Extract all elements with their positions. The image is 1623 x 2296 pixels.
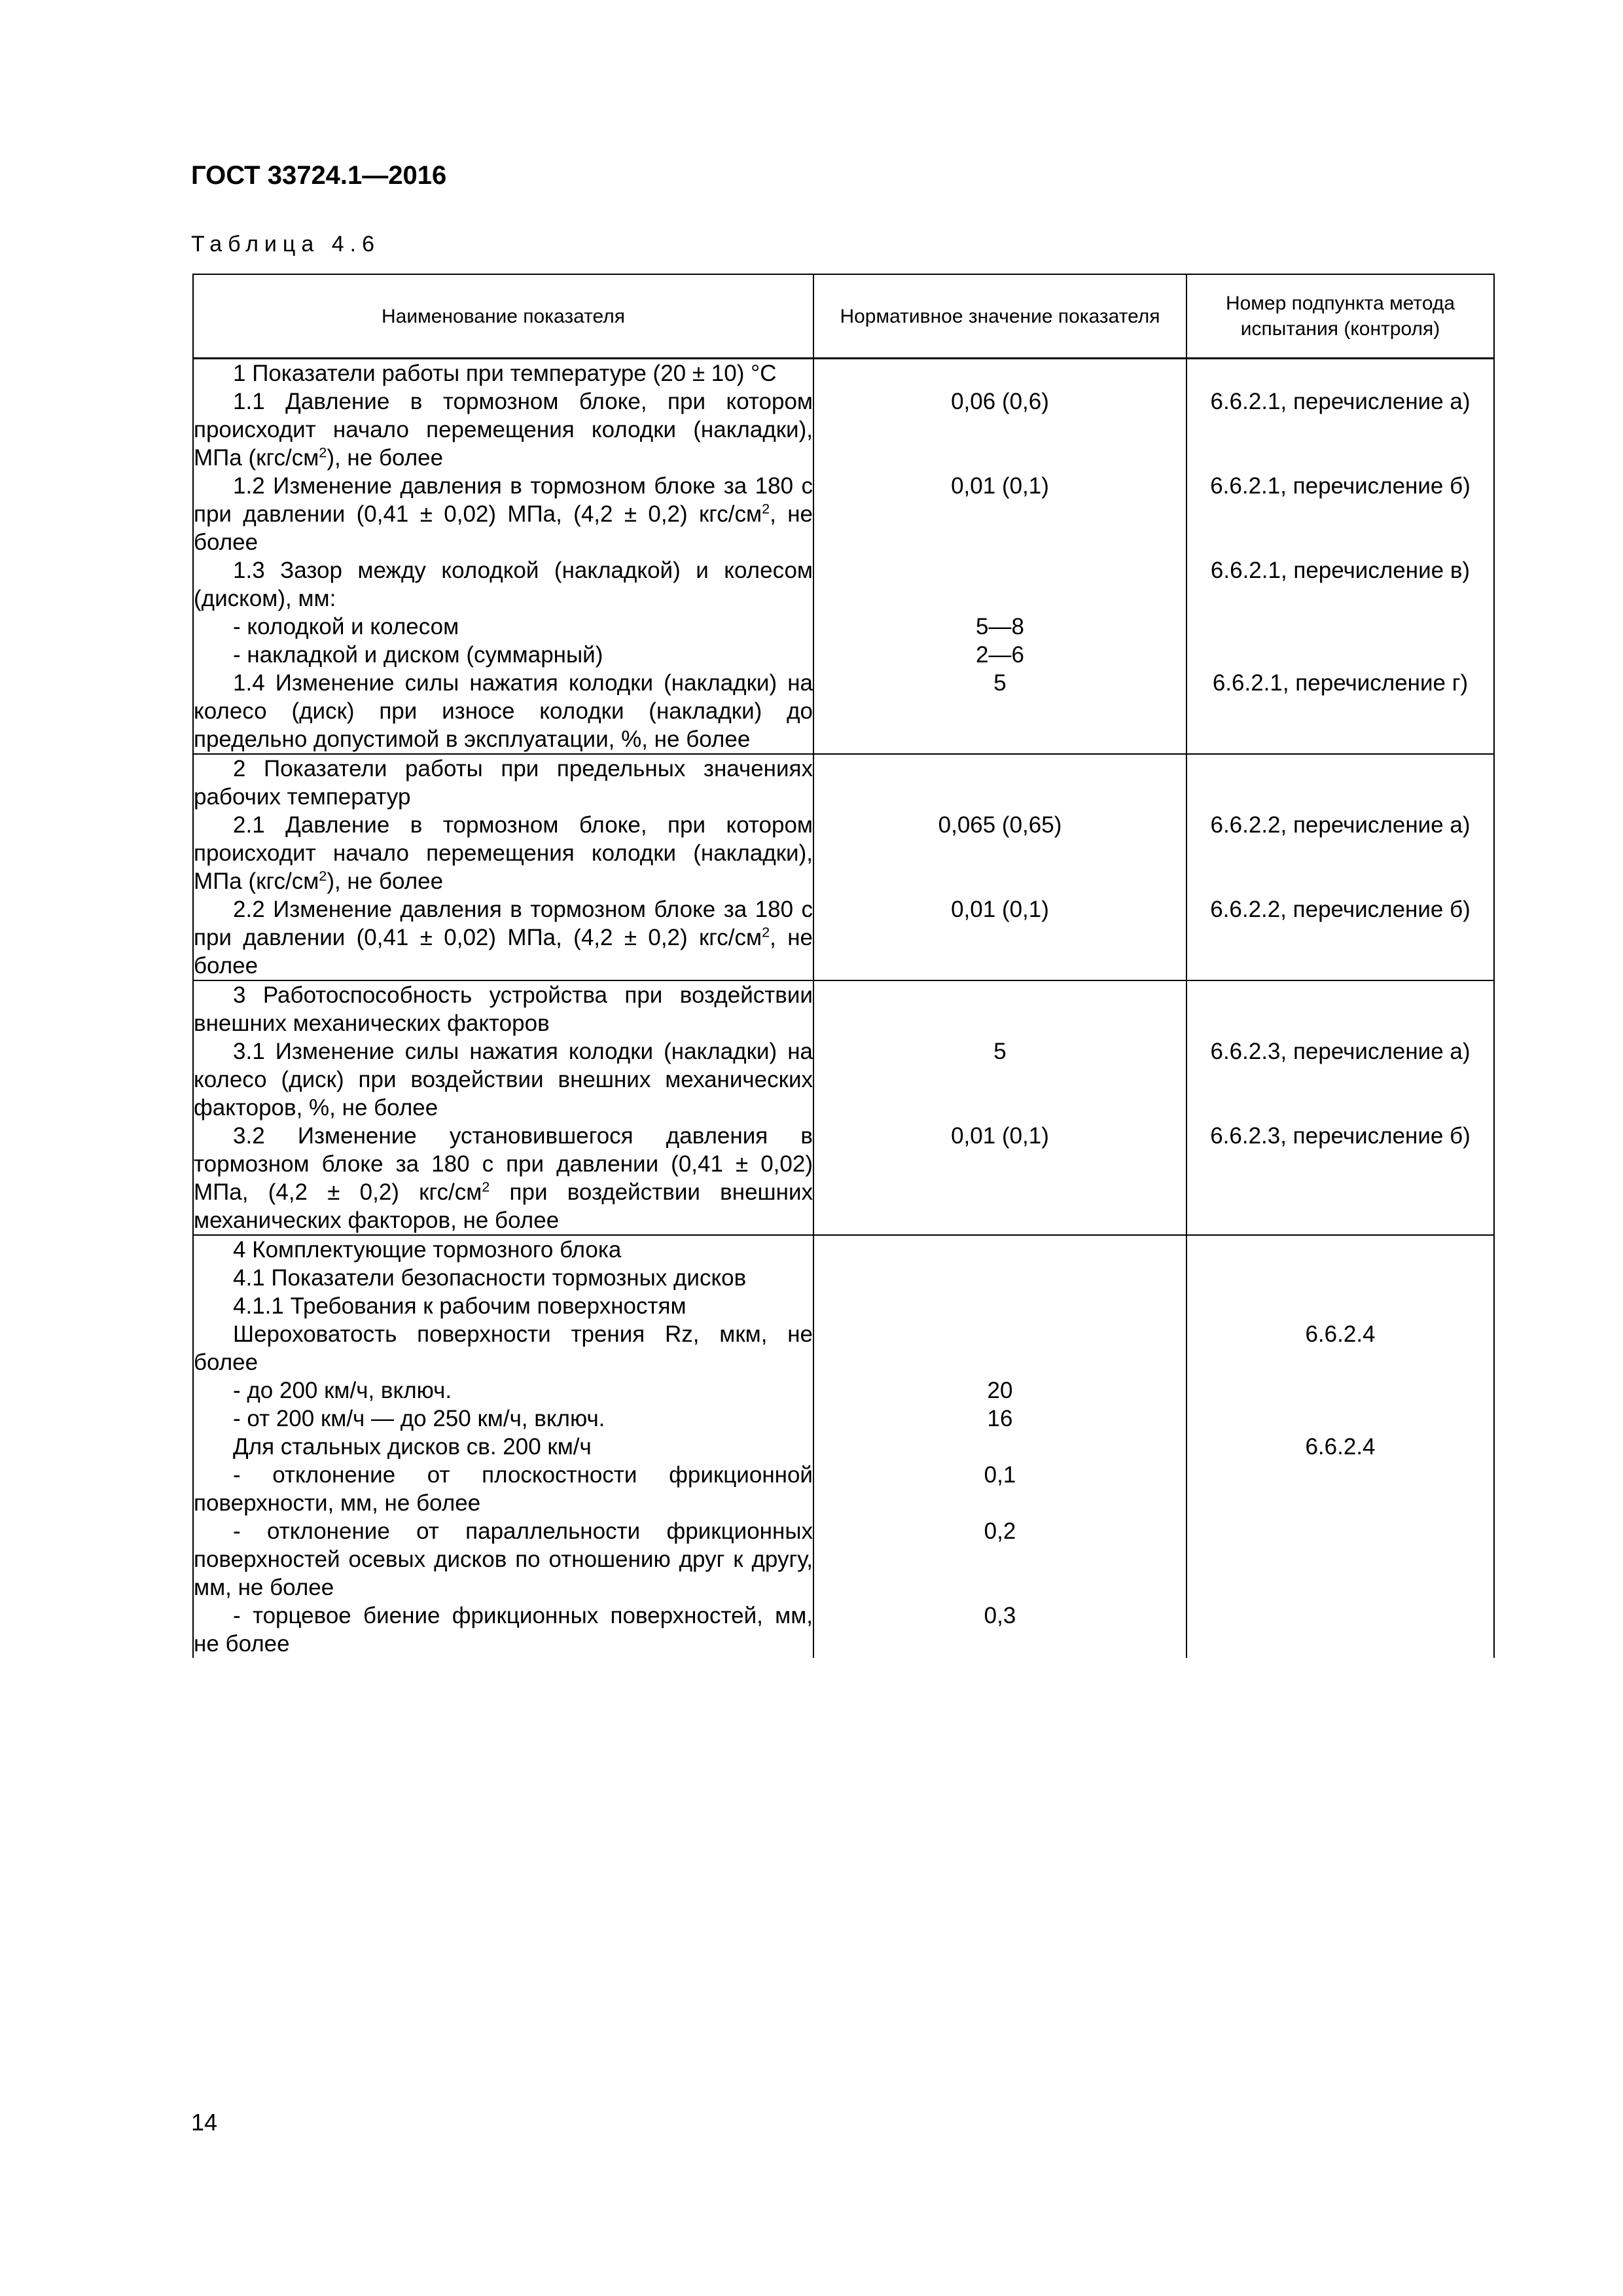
table-row xyxy=(193,472,1494,556)
test-method-ref: 6.6.2.3, перечисление б) xyxy=(1186,1122,1494,1235)
indicator-name xyxy=(194,811,813,895)
indicator-name: - отклонение от плоскостности фрикционной поверхности, мм, не более xyxy=(194,1462,813,1516)
indicator-name xyxy=(194,1122,813,1234)
indicator-name-cell xyxy=(193,1292,813,1320)
test-method-ref: 6.6.2.4 xyxy=(1186,1320,1494,1376)
superscript: 2 xyxy=(482,1178,490,1195)
test-method-ref xyxy=(1186,1264,1494,1292)
normative-value: 0,01 (0,1) xyxy=(813,895,1186,980)
table-row xyxy=(193,556,1494,613)
test-method-ref: 6.6.2.1, перечисление в) xyxy=(1186,556,1494,613)
table-row xyxy=(193,387,1494,472)
test-method-ref xyxy=(1186,1405,1494,1433)
page-number: 14 xyxy=(191,2109,218,2136)
indicator-name-cell xyxy=(193,1602,813,1658)
indicator-name-cell xyxy=(193,1037,813,1122)
indicator-name-cell xyxy=(193,641,813,669)
test-method-ref: 6.6.2.1, перечисление а) xyxy=(1186,387,1494,472)
indicator-name-cell xyxy=(193,669,813,754)
indicator-name: 2 Показатели работы при предельных значениях рабочих температур xyxy=(194,756,813,810)
table-row xyxy=(193,1433,1494,1461)
superscript: 2 xyxy=(762,924,770,941)
table-row xyxy=(193,754,1494,811)
normative-value: 0,065 (0,65) xyxy=(813,811,1186,895)
indicator-name-cell xyxy=(193,1264,813,1292)
superscript: 2 xyxy=(762,500,770,517)
table-row xyxy=(193,1461,1494,1517)
table-header-row xyxy=(193,274,1494,359)
table-row xyxy=(193,1292,1494,1320)
indicators-table xyxy=(192,274,1495,1658)
indicator-name xyxy=(194,387,813,472)
normative-value xyxy=(813,1235,1186,1264)
table-row xyxy=(193,1376,1494,1405)
indicator-name-cell xyxy=(193,613,813,641)
indicator-name: - от 200 км/ч — до 250 км/ч, включ. xyxy=(233,1406,605,1431)
indicator-name-cell xyxy=(193,387,813,472)
normative-value: 0,2 xyxy=(813,1517,1186,1602)
normative-value: 16 xyxy=(813,1405,1186,1433)
indicator-name: 4 Комплектующие тормозного блока xyxy=(233,1237,622,1263)
test-method-ref xyxy=(1186,613,1494,641)
test-method-ref: 6.6.2.4 xyxy=(1186,1433,1494,1461)
table-row xyxy=(193,1602,1494,1658)
test-method-ref xyxy=(1186,1376,1494,1405)
indicator-name-text: ), не более xyxy=(327,869,444,894)
test-method-ref xyxy=(1186,1602,1494,1658)
test-method-ref xyxy=(1186,641,1494,669)
indicator-name-cell xyxy=(193,1433,813,1461)
superscript: 2 xyxy=(319,867,327,884)
normative-value: 0,1 xyxy=(813,1461,1186,1517)
table-row xyxy=(193,980,1494,1037)
table-row xyxy=(193,1320,1494,1376)
table-row xyxy=(193,359,1494,388)
column-header-value: Нормативное значение показателя xyxy=(813,274,1186,359)
column-header-name: Наименование показателя xyxy=(193,274,813,359)
indicator-name-cell xyxy=(193,1376,813,1405)
indicator-name-text: , не более xyxy=(194,501,813,555)
test-method-ref: 6.6.2.2, перечисление б) xyxy=(1186,895,1494,980)
indicator-name: 3 Работоспособность устройства при воздействии внешних механических факторов xyxy=(194,982,813,1036)
table-row xyxy=(193,1037,1494,1122)
test-method-ref: 6.6.2.3, перечисление а) xyxy=(1186,1037,1494,1122)
indicator-name-cell xyxy=(193,556,813,613)
table-row xyxy=(193,1235,1494,1264)
indicator-name: - до 200 км/ч, включ. xyxy=(233,1378,452,1403)
indicator-name: 4.1 Показатели безопасности тормозных дисков xyxy=(233,1265,747,1291)
indicator-name-cell xyxy=(193,1122,813,1235)
normative-value: 5 xyxy=(813,1037,1186,1122)
table-row xyxy=(193,669,1494,754)
indicator-name-cell xyxy=(193,811,813,895)
indicator-name: 1 Показатели работы при температуре (20 ± 10) °С xyxy=(233,361,777,386)
indicator-name-text: ), не более xyxy=(327,445,444,471)
indicator-name-cell xyxy=(193,1461,813,1517)
table-row xyxy=(193,641,1494,669)
normative-value: 5 xyxy=(813,669,1186,754)
table-row xyxy=(193,1517,1494,1602)
indicator-name-cell xyxy=(193,1235,813,1264)
normative-value xyxy=(813,359,1186,388)
test-method-ref: 6.6.2.2, перечисление а) xyxy=(1186,811,1494,895)
table-row xyxy=(193,1264,1494,1292)
indicator-name-text: 2.1 Давление в тормозном блоке, при котором происходит начало перемещения колодки (накладки), МПа (кгс/см xyxy=(194,812,813,894)
indicator-name: - отклонение от параллельности фрикционных поверхностей осевых дисков по отношению друг к другу, мм, не более xyxy=(194,1518,813,1600)
indicator-name-cell xyxy=(193,754,813,811)
normative-value: 2—6 xyxy=(813,641,1186,669)
normative-value: 0,01 (0,1) xyxy=(813,472,1186,556)
indicator-name: 4.1.1 Требования к рабочим поверхностям xyxy=(233,1293,687,1319)
indicator-name-text: 1.1 Давление в тормозном блоке, при котором происходит начало перемещения колодки (накладки), МПа (кгс/см xyxy=(194,389,813,471)
column-header-method: Номер подпункта метода испытания (контроля) xyxy=(1186,274,1494,359)
indicator-name-text: 1.2 Изменение давления в тормозном блоке за 180 с при давлении (0,41 ± 0,02) МПа, (4,2 ± 0,2) кгс/см xyxy=(194,473,813,527)
indicator-name: - торцевое биение фрикционных поверхностей, мм, не более xyxy=(194,1603,813,1657)
indicator-name: Шероховатость поверхности трения Rz, мкм, не более xyxy=(194,1321,813,1375)
test-method-ref: 6.6.2.1, перечисление б) xyxy=(1186,472,1494,556)
indicator-name-text: , не более xyxy=(194,925,813,978)
indicator-name-text: при воздействии внешних механических факторов, не более xyxy=(194,1179,813,1233)
table-row xyxy=(193,811,1494,895)
indicator-name: 1.3 Зазор между колодкой (накладкой) и колесом (диском), мм: xyxy=(194,558,813,611)
document-title: ГОСТ 33724.1—2016 xyxy=(191,161,447,190)
indicator-name-cell xyxy=(193,895,813,980)
indicator-name xyxy=(194,472,813,556)
normative-value: 20 xyxy=(813,1376,1186,1405)
indicator-name-cell xyxy=(193,980,813,1037)
normative-value xyxy=(813,754,1186,811)
table-row xyxy=(193,1405,1494,1433)
indicator-name: Для стальных дисков св. 200 км/ч xyxy=(233,1434,592,1460)
normative-value xyxy=(813,1320,1186,1376)
normative-value: 0,3 xyxy=(813,1602,1186,1658)
indicator-name-cell xyxy=(193,472,813,556)
test-method-ref xyxy=(1186,1461,1494,1517)
test-method-ref xyxy=(1186,1517,1494,1602)
test-method-ref: 6.6.2.1, перечисление г) xyxy=(1186,669,1494,754)
test-method-ref xyxy=(1186,1235,1494,1264)
indicator-name-cell xyxy=(193,1320,813,1376)
normative-value: 5—8 xyxy=(813,613,1186,641)
table-caption: Таблица 4.6 xyxy=(191,232,381,257)
table-row xyxy=(193,1122,1494,1235)
test-method-ref xyxy=(1186,1292,1494,1320)
test-method-ref xyxy=(1186,980,1494,1037)
table-row xyxy=(193,613,1494,641)
indicator-name: - колодкой и колесом xyxy=(233,614,459,639)
normative-value xyxy=(813,1292,1186,1320)
normative-value: 0,06 (0,6) xyxy=(813,387,1186,472)
indicator-name-text: 2.2 Изменение давления в тормозном блоке за 180 с при давлении (0,41 ± 0,02) МПа, (4,2 ± 0,2) кгс/см xyxy=(194,897,813,950)
table-body xyxy=(193,359,1494,1659)
indicator-name xyxy=(194,895,813,980)
indicator-name-text: 3.2 Изменение установившегося давления в тормозном блоке за 180 с при давлении (0,41 ± 0,02) МПа, (4,2 ± 0,2) кгс/см xyxy=(194,1123,813,1205)
table-row xyxy=(193,895,1494,980)
test-method-ref xyxy=(1186,359,1494,388)
normative-value xyxy=(813,556,1186,613)
indicator-name: - накладкой и диском (суммарный) xyxy=(233,642,603,668)
normative-value xyxy=(813,1264,1186,1292)
normative-value: 0,01 (0,1) xyxy=(813,1122,1186,1235)
indicator-name-cell xyxy=(193,1517,813,1602)
indicator-name-cell xyxy=(193,1405,813,1433)
test-method-ref xyxy=(1186,754,1494,811)
indicator-name-cell xyxy=(193,359,813,388)
indicator-name: 3.1 Изменение силы нажатия колодки (накладки) на колесо (диск) при воздействии внешних механических факторов, %, не более xyxy=(194,1039,813,1121)
normative-value xyxy=(813,1433,1186,1461)
normative-value xyxy=(813,980,1186,1037)
indicator-name: 1.4 Изменение силы нажатия колодки (накладки) на колесо (диск) при износе колодки (накладки) до предельно допустимой в эксплуатации, %, не более xyxy=(194,670,813,752)
superscript: 2 xyxy=(319,444,327,461)
